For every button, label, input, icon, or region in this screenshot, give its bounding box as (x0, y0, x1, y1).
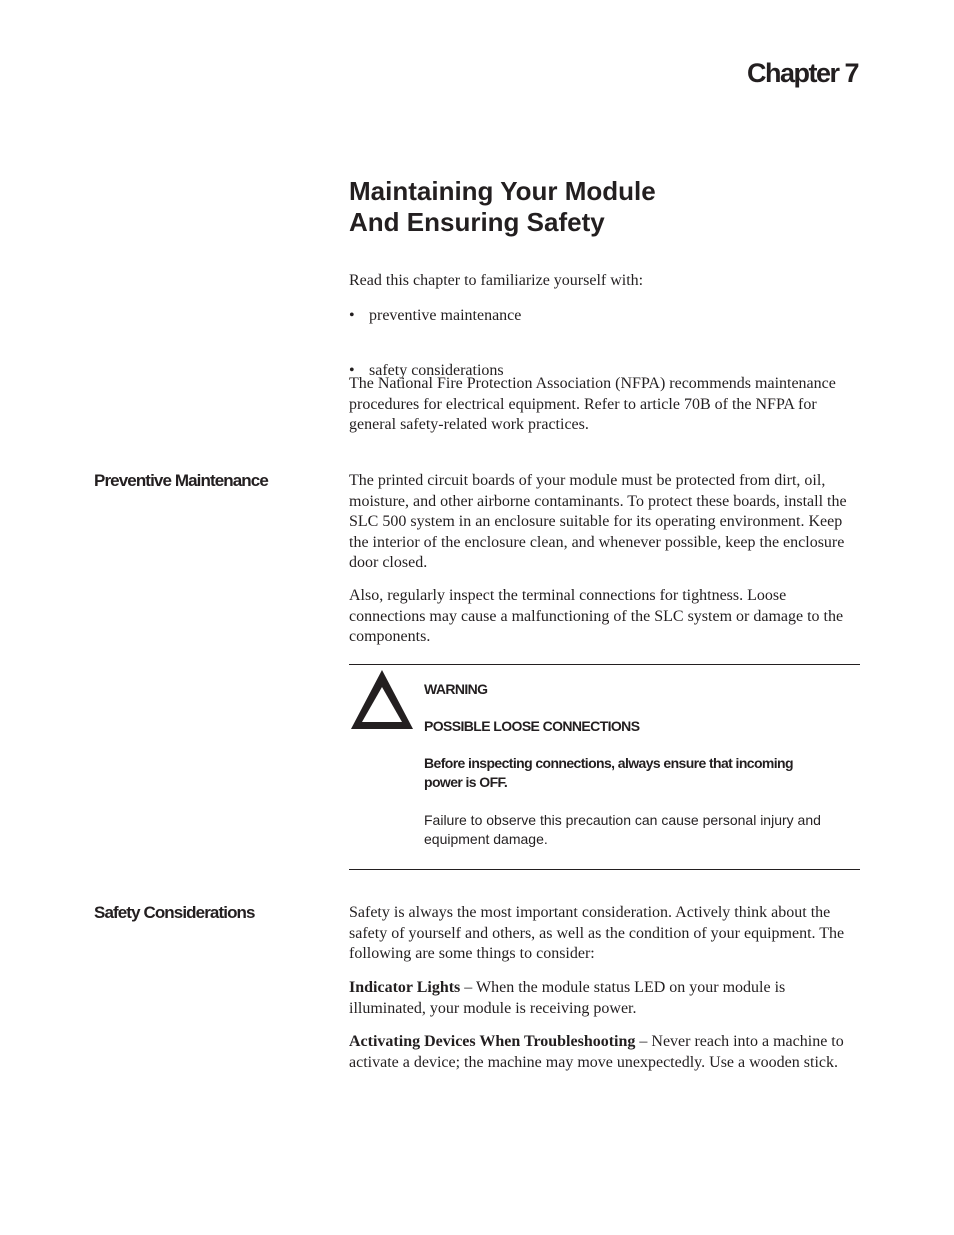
nfpa-paragraph: The National Fire Protection Association (NFPA) recommends maintenance procedures for electrical equipment. Refer to article 70B of the NFPA for general safety-related work practices. (349, 375, 836, 433)
warning-instruction: Before inspecting connections, always ensure that incoming power is OFF. (424, 755, 793, 790)
warning-top-rule (349, 664, 860, 665)
warning-consequence: Failure to observe this precaution can cause personal injury and equipment damage. (424, 812, 821, 847)
bullet-item (349, 306, 884, 327)
section-heading-preventive: Preventive Maintenance (94, 471, 268, 490)
indicator-lights-label: Indicator Lights (349, 979, 461, 996)
warning-bottom-rule (349, 869, 860, 870)
page-title (349, 176, 869, 238)
activating-devices-text: – Never reach into a machine to activate a device; the machine may move unexpectedly. Use a wooden stick. (349, 1033, 844, 1071)
bullet-text: safety considerations (369, 361, 504, 379)
preventive-paragraph-2: Also, regularly inspect the terminal connections for tightness. Loose connections may cause a malfunctioning of the SLC system or damage to the components. (349, 587, 844, 645)
activating-devices-label: Activating Devices When Troubleshooting (349, 1033, 636, 1050)
preventive-paragraph-1: The printed circuit boards of your module must be protected from dirt, oil, moisture, and other airborne contaminants. To protect these boards, install the SLC 500 system in an enclosure suitable for its operating environment. Keep the interior of the enclosure clean, and whenever possible, keep the enclosure door closed. (349, 472, 847, 571)
indicator-lights-paragraph (349, 978, 864, 1019)
bullet-text: preventive maintenance (369, 307, 522, 324)
warning-title: POSSIBLE LOOSE CONNECTIONS (424, 718, 640, 734)
safety-paragraph-1: Safety is always the most important consideration. Actively think about the safety of yourself and others, as well as the condition of your equipment. The following are some things to consider: (349, 904, 845, 962)
intro-lead: Read this chapter to familiarize yourself with: (349, 272, 644, 289)
chapter-heading: Chapter 7 (746, 58, 858, 88)
warning-label: WARNING (424, 681, 488, 697)
indicator-lights-text: – When the module status LED on your module is illuminated, your module is receiving power. (349, 979, 786, 1017)
bullet-dot: • (349, 307, 355, 324)
activating-devices-paragraph (349, 1032, 864, 1073)
warning-triangle-icon (349, 667, 415, 733)
title-line-1: Maintaining Your Module (349, 176, 656, 206)
section-heading-safety: Safety Considerations (94, 903, 255, 922)
title-line-2: And Ensuring Safety (349, 207, 605, 237)
bullet-dot: • (349, 361, 355, 379)
